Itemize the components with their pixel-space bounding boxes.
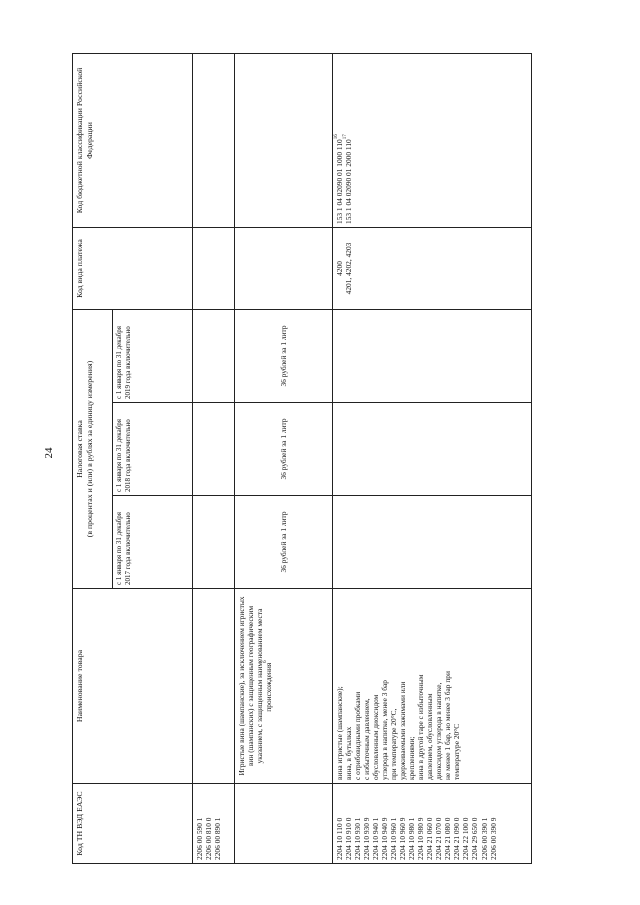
description-line: давлением, обусловленным <box>425 693 435 780</box>
header-budget-code: Код бюджетной классификации Российской Федерации <box>73 54 193 228</box>
payment-code-line: 4200 <box>335 261 344 276</box>
code-line: 2204 29 650 0 <box>470 817 480 860</box>
description-line: вина игристые (шампанские); <box>335 686 344 780</box>
code-line: 2204 10 910 0 <box>344 817 354 860</box>
section-title: Игристые вина (шампанские), за исключением игристых вин (шампанских) с защищенным географическим указанием, с защищенным наименованием места происхождения <box>237 596 274 776</box>
table-row-detail <box>333 54 532 864</box>
payment-code-line: 4201, 4202, 4203 <box>344 242 354 295</box>
code-line: 2206 00 390 1 <box>479 817 489 860</box>
header-payment-type-code: Код вида платежа <box>73 228 193 310</box>
rate-2019: 36 рублей за 1 литр <box>235 310 333 403</box>
header-tax-rate-title: Налоговая ставка <box>75 420 84 478</box>
code-line: 2204 10 110 0 <box>335 817 344 860</box>
description-line: вина, в бутылках <box>344 726 354 780</box>
budget-footnote: 16 <box>334 134 339 140</box>
code-line: 2206 00 890 1 <box>213 817 223 860</box>
budget-codes-cell <box>333 54 532 228</box>
code-line: 2204 10 930 9 <box>362 817 372 860</box>
description-line: с отрибовидными пробками <box>353 691 363 780</box>
description-line: углерода в напитке, менее 3 бар <box>380 680 390 780</box>
detail-description-cell <box>333 589 532 784</box>
rotated-table-wrapper <box>72 54 532 864</box>
section-footnote: 6 <box>263 660 269 663</box>
table-row-section <box>235 54 333 864</box>
code-line: 2204 10 930 1 <box>353 817 363 860</box>
code-line: 2204 10 980 1 <box>407 817 417 860</box>
description-line: температуре 20°С <box>452 723 462 780</box>
description-line: при температуре 20°С, <box>389 708 399 780</box>
header-period-2019: с 1 января по 31 декабря 2019 года включительно <box>113 310 193 403</box>
header-period-2017: с 1 января по 31 декабря 2017 года включительно <box>113 496 193 589</box>
budget-footnote: 17 <box>343 134 349 140</box>
code-line: 2204 10 960 1 <box>389 817 399 860</box>
code-line: 2206 00 810 0 <box>204 817 214 860</box>
code-line: 2204 21 090 0 <box>452 817 462 860</box>
description-line: диоксидом углерода в напитке, <box>434 682 444 780</box>
code-line: 2204 21 070 0 <box>434 817 444 860</box>
budget-code: 153 1 04 02090 01 1000 110 <box>335 139 344 224</box>
description-line: обусловленным диоксидом <box>371 694 381 780</box>
budget-code-line <box>344 57 353 224</box>
excise-rate-table <box>72 53 532 864</box>
description-line: с избыточным давлением, <box>362 698 372 780</box>
detail-codes-cell <box>333 784 532 864</box>
header-tax-rate-subtitle: (в процентах и (или) в рублях за единицу измерения) <box>84 360 94 538</box>
header-period-2018: с 1 января по 31 декабря 2018 года включительно <box>113 403 193 496</box>
description-line: креплениями; <box>407 736 417 780</box>
code-line: 2204 10 940 1 <box>371 817 381 860</box>
code-line: 2204 10 940 9 <box>380 817 390 860</box>
code-line: 2206 00 390 9 <box>488 817 498 860</box>
payment-codes-cell <box>333 228 532 310</box>
description-line: удерживаемыми зажимами или <box>398 681 408 780</box>
code-line: 2204 21 080 0 <box>443 817 453 860</box>
code-line: 2204 22 100 0 <box>461 817 471 860</box>
code-line: 2204 10 960 9 <box>398 817 408 860</box>
page-number-text: 24 <box>43 447 55 459</box>
header-tax-rate <box>73 310 113 589</box>
section-title-cell <box>235 589 333 784</box>
header-tnved-code: Код ТН ВЭД ЕАЭС <box>73 784 193 864</box>
top-codes-cell <box>193 784 235 864</box>
description-line: вина в другой таре с избыточным <box>416 674 426 780</box>
code-line: 2206 00 590 1 <box>195 817 204 860</box>
budget-code-line <box>335 57 344 224</box>
code-line: 2204 10 980 9 <box>416 817 426 860</box>
budget-code: 153 1 04 02090 01 2000 110 <box>344 139 354 224</box>
rate-2017: 36 рублей за 1 литр <box>235 496 333 589</box>
rate-2018: 36 рублей за 1 литр <box>235 403 333 496</box>
description-line: не менее 1 бар, но менее 3 бар при <box>443 671 453 780</box>
header-product-name: Наименование товара <box>73 589 193 784</box>
code-line: 2204 21 060 0 <box>425 817 435 860</box>
table-row-top-codes <box>193 54 235 864</box>
